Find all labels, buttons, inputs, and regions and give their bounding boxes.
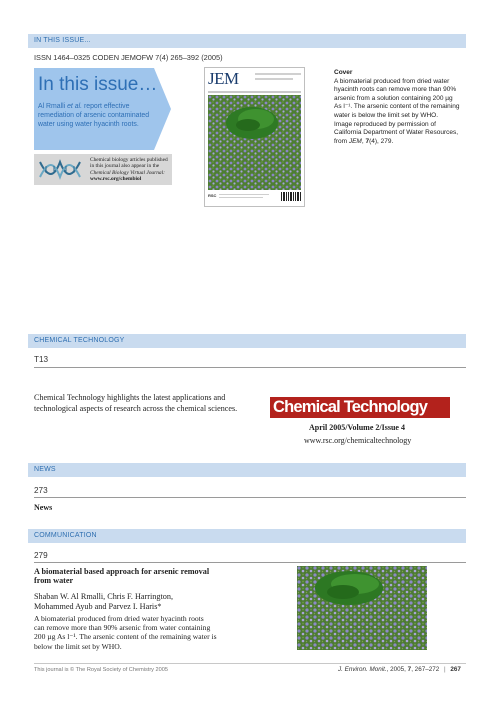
section-rule [34, 562, 466, 563]
chemical-technology-url: www.rsc.org/chemicaltechnology [304, 436, 412, 445]
page-ref-news: 273 [34, 486, 48, 495]
cover-header-line [255, 73, 301, 75]
cover-photo-hyacinth [208, 95, 301, 190]
page-ref-communication: 279 [34, 551, 48, 560]
cover-header-line [208, 91, 301, 93]
cover-footer-line [219, 194, 269, 195]
article-authors: Shaban W. Al Rmalli, Chris F. Harrington, Mohammed Ayub and Parvez I. Haris* [34, 592, 173, 611]
section-band-in-this-issue: IN THIS ISSUE... [28, 34, 466, 48]
cbvj-text: Chemical biology articles published in this journal also appear in the Chemical Biology Virtual Journal: www.rsc.org/chembiol [90, 157, 168, 183]
footer-rule [34, 663, 466, 664]
article-graphic-hyacinth [297, 566, 427, 650]
footer-copyright: This journal is © The Royal Society of Chemistry 2005 [34, 667, 168, 673]
article-title: A biomaterial based approach for arsenic removal from water [34, 567, 210, 586]
cover-journal-logo: JEM [208, 69, 239, 88]
chemical-technology-logo: Chemical Technology [270, 397, 450, 418]
section-rule [34, 367, 466, 368]
article-abstract: A biomaterial produced from dried water hyacinth roots can remove more than 90% arsenic from water containing 200 µg As l⁻¹. The arsenic content of the remaining water is below the limit set by WHO. [34, 614, 217, 651]
banner-summary: Al Rmalli et al. report effective remediation of arsenic contaminated water using water hyacinth roots. [38, 103, 150, 128]
banner-title: In this issue… [38, 74, 158, 95]
page-number: 267 [450, 666, 461, 673]
section-band-news: NEWS [28, 463, 466, 477]
cover-footer-line [219, 197, 263, 198]
section-band-chemical-technology: CHEMICAL TECHNOLOGY [28, 334, 466, 348]
chemical-technology-issue-date: April 2005/Volume 2/Issue 4 [309, 423, 405, 432]
journal-cover-thumbnail [204, 67, 305, 207]
news-title: News [34, 503, 53, 512]
chemical-technology-description: Chemical Technology highlights the latest applications and technological aspects of research across the chemical sciences. [34, 393, 238, 413]
cover-caption: Cover A biomaterial produced from dried water hyacinth roots can remove more than 90% arsenic from a solution containing 200 µg As l⁻¹. The arsenic content of the remaining water is below the limit set by WHO. Image reproduced by permission of California Department of Water Resources, from JEM, 7(4), 279. [334, 69, 460, 145]
page-ref-chemical-technology: T13 [34, 355, 49, 364]
cover-barcode-icon [281, 192, 301, 201]
section-band-communication: COMMUNICATION [28, 529, 466, 543]
cover-publisher-mark: RSC [208, 193, 217, 198]
footer-citation: J. Environ. Monit., 2005, 7, 267–272 | 267 [338, 666, 461, 673]
cover-header-line [255, 78, 293, 80]
section-rule [34, 497, 466, 498]
issn-line: ISSN 1464–0325 CODEN JEMOFW 7(4) 265–392 (2005) [34, 53, 223, 62]
cbvj-box [34, 154, 172, 185]
dna-helix-icon [38, 158, 82, 181]
